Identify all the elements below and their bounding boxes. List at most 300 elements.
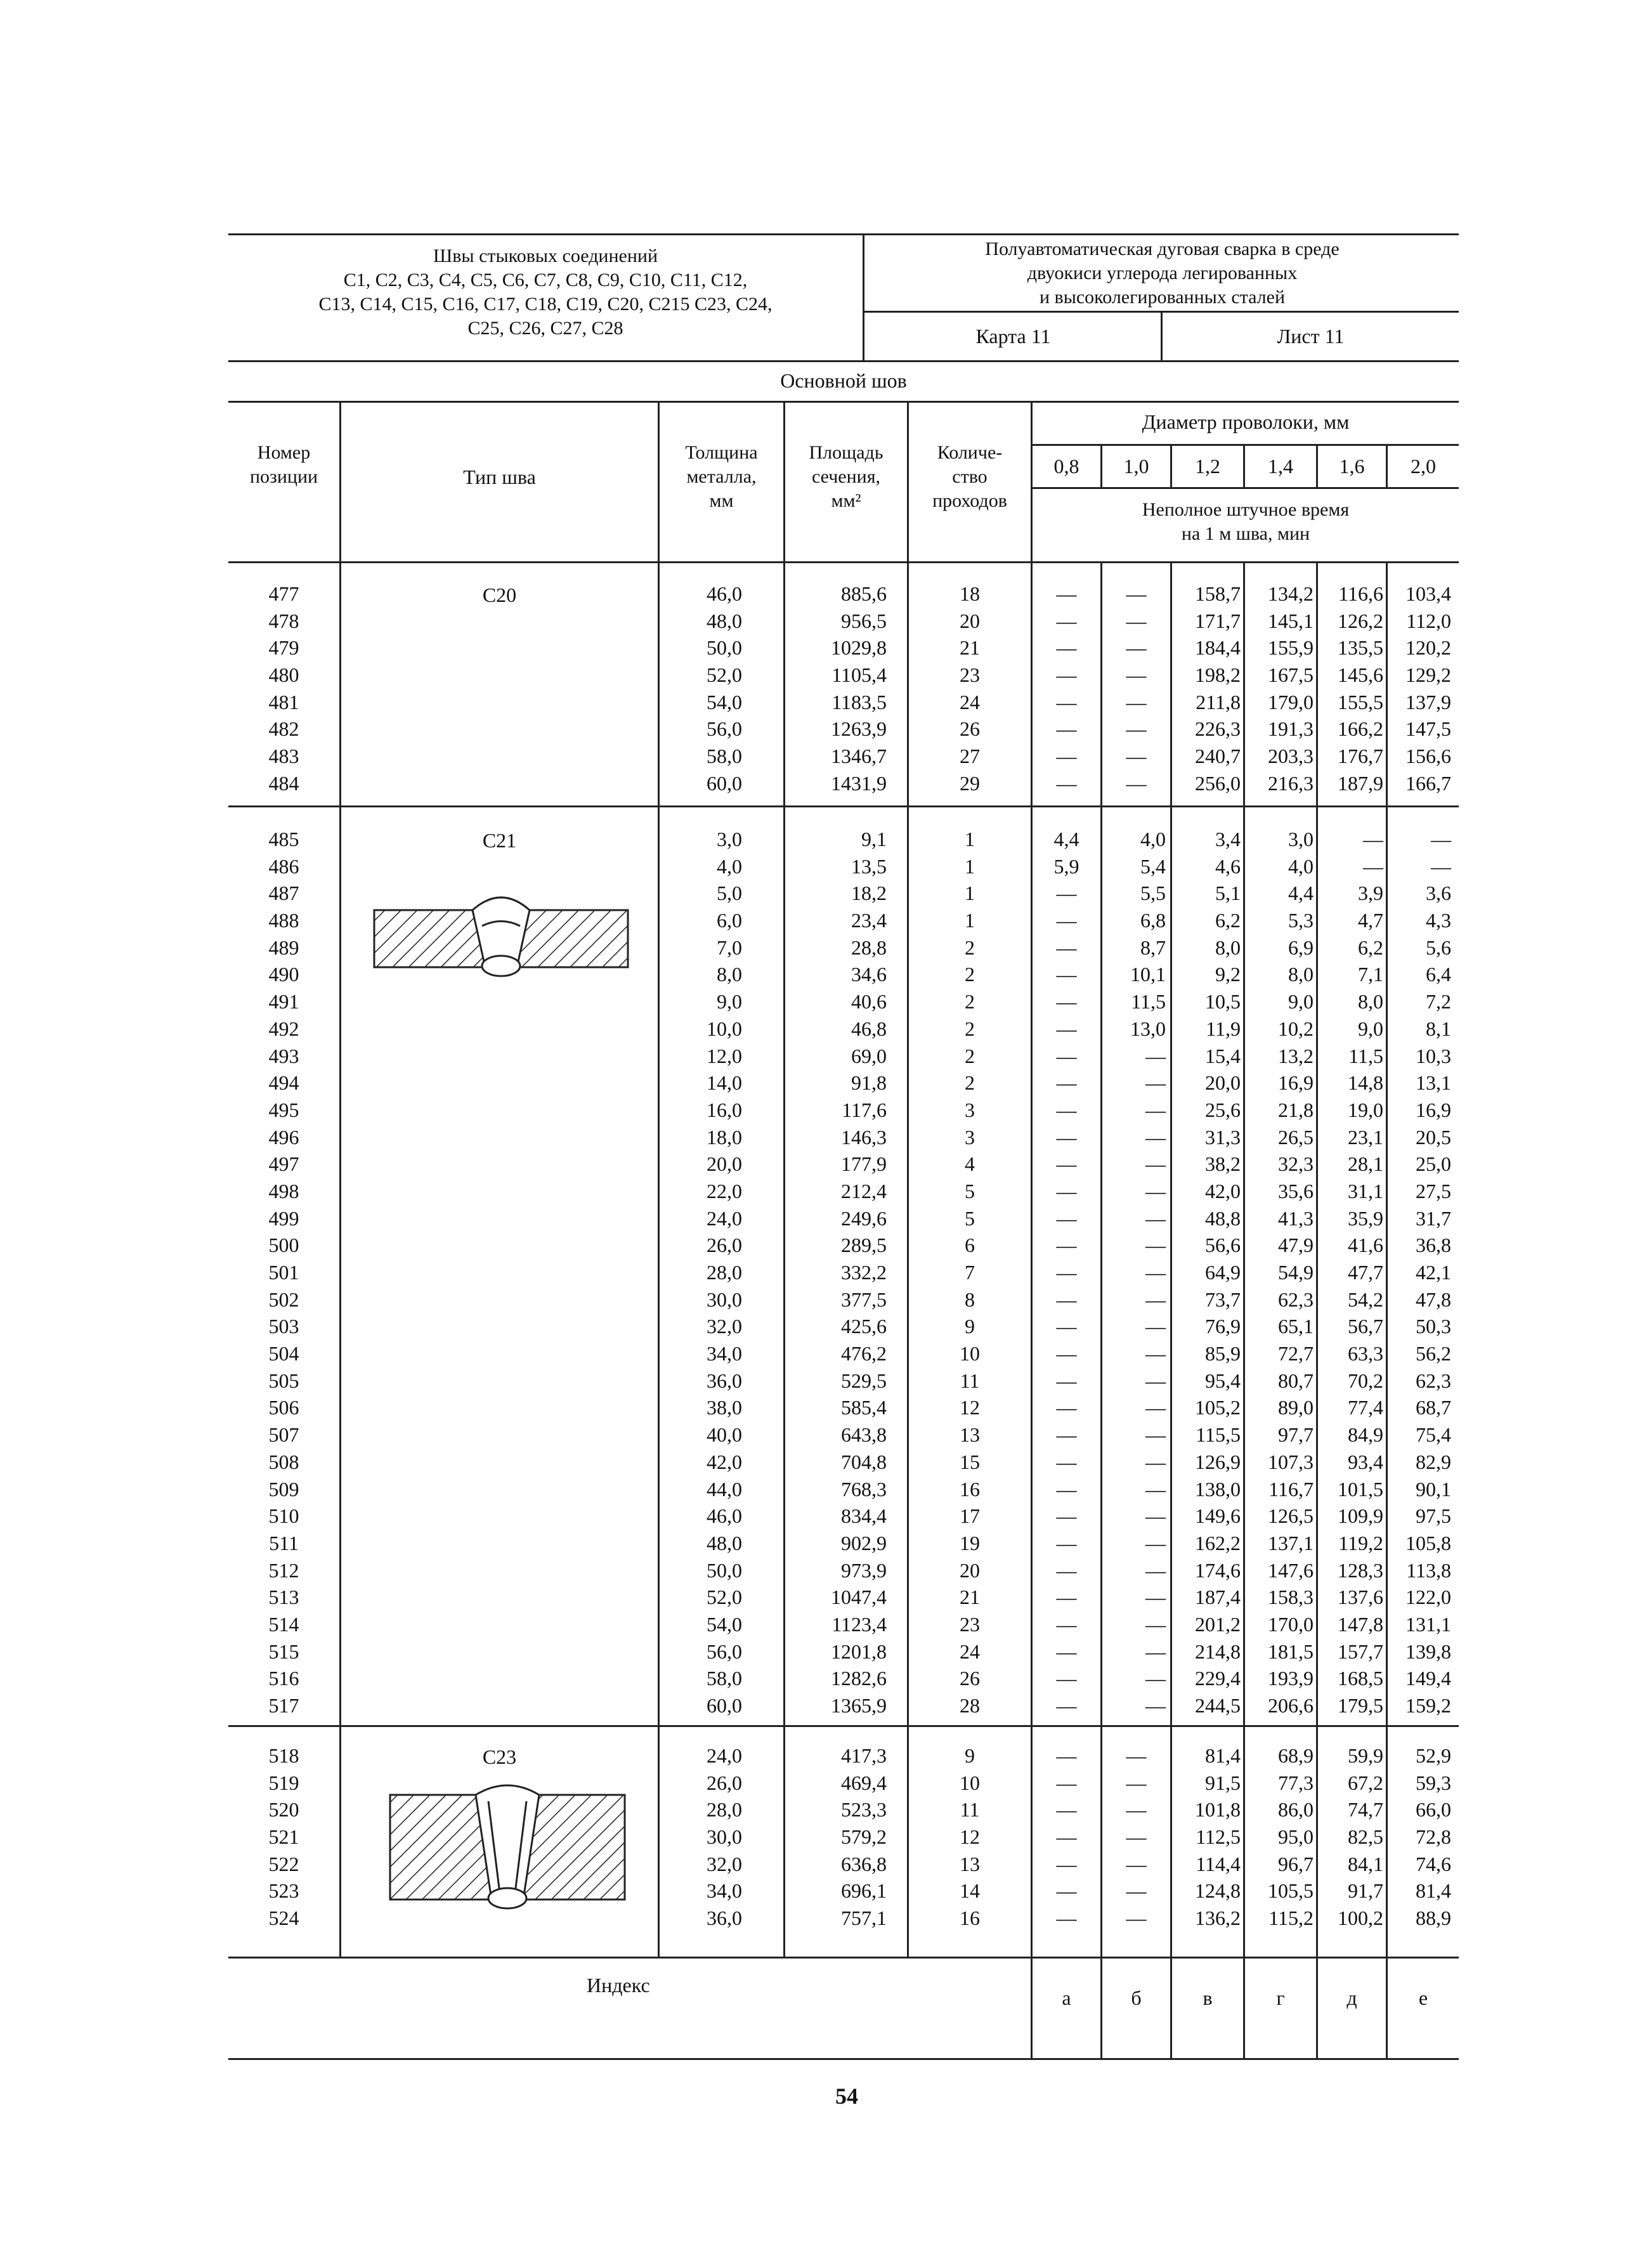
- c21-thickness-cell: 26,0: [707, 1234, 742, 1257]
- c21-positions-cell: 514: [268, 1612, 299, 1636]
- c23-d16-cell: 91,7: [1348, 1879, 1383, 1903]
- c20-d14-cell: 167,5: [1268, 663, 1314, 687]
- col-position-line2: позиции: [249, 466, 318, 487]
- c21-d08-cell: —: [1056, 1179, 1077, 1202]
- c20-d20-cell: 112,0: [1406, 609, 1451, 632]
- c21-d20-cell: 97,5: [1416, 1504, 1451, 1528]
- c21-passes-cell: 20: [960, 1558, 980, 1582]
- c21-area-cell: 332,2: [841, 1261, 887, 1284]
- c20-d10-cell: —: [1126, 582, 1147, 605]
- col-thickness-line1: Толщина: [685, 442, 758, 463]
- c21-d20-cell: 13,1: [1416, 1071, 1451, 1095]
- c20-d14-cell: 191,3: [1268, 717, 1314, 741]
- c21-thickness-cell: 16,0: [707, 1098, 742, 1121]
- c23-passes-cell: 16: [960, 1906, 980, 1930]
- c21-d16-cell: 119,2: [1338, 1531, 1383, 1554]
- c21-d14-cell: 54,9: [1278, 1261, 1314, 1284]
- c21-d08-cell: —: [1056, 1586, 1077, 1609]
- c23-d20-cell: 59,3: [1416, 1771, 1451, 1794]
- c23-d10-cell: —: [1126, 1798, 1147, 1822]
- c23-d16-cell: 82,5: [1348, 1825, 1383, 1849]
- c21-positions-cell: 492: [268, 1017, 299, 1040]
- c21-thickness-cell: 14,0: [707, 1071, 742, 1095]
- c23-area-cell: 579,2: [841, 1825, 887, 1849]
- c21-seam-diagram-icon: [371, 891, 631, 980]
- c21-d14-cell: 147,6: [1268, 1558, 1314, 1582]
- c21-d10-cell: —: [1145, 1558, 1166, 1582]
- c21-passes-cell: 5: [965, 1206, 975, 1230]
- c23-positions-cell: 521: [268, 1825, 299, 1849]
- c21-d10-cell: —: [1145, 1044, 1166, 1067]
- c20-d16-cell: 166,2: [1338, 717, 1383, 741]
- c20-passes-cell: 23: [960, 663, 980, 687]
- c21-area-cell: 902,9: [841, 1531, 887, 1554]
- c21-d08-cell: —: [1056, 1044, 1077, 1067]
- c21-thickness-cell: 40,0: [707, 1423, 742, 1447]
- c21-passes-cell: 10: [960, 1342, 980, 1365]
- c21-area-cell: 117,6: [842, 1098, 887, 1121]
- c20-d14-cell: 145,1: [1268, 609, 1314, 632]
- c21-d08-cell: —: [1056, 1315, 1077, 1338]
- c23-d12-cell: 136,2: [1195, 1906, 1241, 1930]
- c21-d16-cell: 19,0: [1348, 1098, 1383, 1121]
- c21-d16-cell: 63,3: [1348, 1342, 1383, 1365]
- c21-area-cell: 1047,4: [831, 1586, 887, 1609]
- c20-d12-cell: 240,7: [1195, 745, 1241, 768]
- c21-positions-cell: 513: [268, 1586, 299, 1609]
- c21-d20-cell: 56,2: [1416, 1342, 1451, 1365]
- c21-thickness-cell: 60,0: [707, 1694, 742, 1717]
- c21-positions-cell: 508: [268, 1450, 299, 1473]
- c20-area-cell: 1029,8: [831, 636, 887, 660]
- c20-d08-cell: —: [1056, 771, 1077, 795]
- c21-d08-cell: —: [1056, 1342, 1077, 1365]
- col-thickness-line3: мм: [709, 490, 734, 511]
- c21-area-cell: 704,8: [841, 1450, 887, 1473]
- index-b: б: [1131, 1986, 1142, 2009]
- c21-passes-cell: 8: [965, 1287, 975, 1311]
- c21-thickness-cell: 18,0: [707, 1125, 742, 1149]
- c20-d16-cell: 187,9: [1338, 771, 1383, 795]
- c21-d12-cell: 149,6: [1195, 1504, 1241, 1528]
- c21-d14-cell: 3,0: [1288, 828, 1314, 850]
- c20-positions-cell: 479: [268, 636, 299, 660]
- c20-d20-cell: 137,9: [1405, 690, 1451, 714]
- c21-passes-cell: 1: [965, 909, 975, 932]
- c21-d12-cell: 3,4: [1215, 828, 1241, 850]
- c20-d12: [1172, 580, 1241, 797]
- c21-passes-cell: 3: [965, 1125, 975, 1149]
- c21-positions-cell: 507: [268, 1423, 299, 1447]
- c21-d20-cell: 113,8: [1406, 1558, 1451, 1582]
- c21-d20-cell: 149,4: [1405, 1667, 1451, 1690]
- c21-d10-cell: —: [1145, 1531, 1166, 1554]
- c21-d10-cell: —: [1145, 1667, 1166, 1690]
- col-time-line1: Неполное штучное время: [1142, 499, 1350, 520]
- c21-d10-cell: —: [1145, 1206, 1166, 1230]
- c21-d08-cell: —: [1056, 1071, 1077, 1095]
- c21-d14-cell: 16,9: [1278, 1071, 1314, 1095]
- c20-positions-cell: 481: [268, 690, 299, 714]
- c20-passes-cell: 29: [960, 771, 980, 795]
- c21-d12-cell: 244,5: [1195, 1694, 1241, 1717]
- col-thickness-line2: металла,: [686, 466, 757, 487]
- c21-area-cell: 40,6: [851, 990, 887, 1013]
- c21-positions-cell: 511: [269, 1531, 299, 1554]
- c21-positions-cell: 512: [268, 1558, 299, 1582]
- c21-thickness-cell: 28,0: [707, 1261, 742, 1284]
- c21-d20-cell: 50,3: [1416, 1315, 1451, 1338]
- c23-passes-cell: 14: [960, 1879, 980, 1903]
- c21-d10-cell: —: [1145, 1234, 1166, 1257]
- c23-positions-cell: 522: [268, 1852, 299, 1875]
- c21-d14-cell: 62,3: [1278, 1287, 1314, 1311]
- c23-d12-cell: 112,5: [1196, 1825, 1241, 1849]
- c20-thickness-cell: 58,0: [707, 745, 742, 768]
- c20-d12-cell: 171,7: [1195, 609, 1241, 632]
- c21-d10-cell: —: [1145, 1125, 1166, 1149]
- c20-d12-cell: 184,4: [1195, 636, 1241, 660]
- c21-area-cell: 973,9: [841, 1558, 887, 1582]
- c21-d14-cell: 6,9: [1288, 935, 1314, 959]
- c21-area-cell: 249,6: [841, 1206, 887, 1230]
- c23-d14-cell: 68,9: [1278, 1744, 1314, 1767]
- c21-passes-cell: 2: [965, 990, 975, 1013]
- c21-area-cell: 9,1: [861, 828, 887, 850]
- c21-thickness-cell: 8,0: [717, 963, 742, 986]
- c21-d14-cell: 116,7: [1268, 1477, 1314, 1501]
- c21-d12-cell: 73,7: [1205, 1287, 1241, 1311]
- c20-d14-cell: 179,0: [1268, 690, 1314, 714]
- c21-d14-cell: 21,8: [1278, 1098, 1314, 1121]
- c21-passes-cell: 28: [960, 1694, 980, 1717]
- c23-d12-cell: 101,8: [1195, 1798, 1241, 1822]
- c20-d20-cell: 156,6: [1405, 745, 1451, 768]
- c21-positions: [228, 826, 339, 1719]
- c21-thickness-cell: 12,0: [707, 1044, 742, 1067]
- c21-d12-cell: 48,8: [1205, 1206, 1241, 1230]
- c21-d16-cell: 77,4: [1348, 1396, 1383, 1419]
- c21-d12-cell: 38,2: [1205, 1152, 1241, 1176]
- c20-thickness-cell: 52,0: [707, 663, 742, 687]
- c21-d14-cell: 8,0: [1288, 963, 1314, 986]
- c21-passes-cell: 16: [960, 1477, 980, 1501]
- c20-thickness-cell: 46,0: [707, 582, 742, 605]
- c21-passes: [909, 826, 1031, 1719]
- c21-d16-cell: 3,9: [1358, 882, 1383, 905]
- c21-d10-cell: —: [1145, 1179, 1166, 1202]
- c20-area-cell: 1431,9: [831, 771, 887, 795]
- c21-positions-cell: 491: [268, 990, 299, 1013]
- c23-thickness-cell: 32,0: [707, 1852, 742, 1875]
- c21-thickness-cell: 30,0: [707, 1287, 742, 1311]
- c21-d14-cell: 158,3: [1268, 1586, 1314, 1609]
- c21-d20-cell: 47,8: [1416, 1287, 1451, 1311]
- c23-positions-cell: 519: [268, 1771, 299, 1794]
- c21-d16-cell: 8,0: [1358, 990, 1383, 1013]
- c20-d14-cell: 155,9: [1268, 636, 1314, 660]
- c23-d10-cell: —: [1126, 1744, 1147, 1767]
- index-label: Индекс: [587, 1974, 650, 1997]
- c23-d20-cell: 52,9: [1416, 1744, 1451, 1767]
- c21-d08-cell: —: [1056, 1423, 1077, 1447]
- c21-passes-cell: 15: [960, 1450, 980, 1473]
- c21-d20-cell: 90,1: [1416, 1477, 1451, 1501]
- c21-d10-cell: —: [1145, 1450, 1166, 1473]
- c20-area-cell: 885,6: [841, 582, 887, 605]
- c21-d16: [1318, 826, 1383, 1719]
- c20-d16-cell: 155,5: [1338, 690, 1383, 714]
- c21-d10-cell: —: [1145, 1586, 1166, 1609]
- c21-positions-cell: 493: [268, 1044, 299, 1067]
- c20-d12-cell: 256,0: [1195, 771, 1241, 795]
- c23-thickness: [660, 1742, 742, 1932]
- c21-d16-cell: 70,2: [1348, 1369, 1383, 1392]
- c21-d16-cell: 168,5: [1338, 1667, 1383, 1690]
- c21-d08-cell: —: [1056, 935, 1077, 959]
- c20-area-cell: 1263,9: [831, 717, 887, 741]
- c21-passes-cell: 11: [960, 1369, 980, 1392]
- c21-d12-cell: 201,2: [1195, 1612, 1241, 1636]
- c21-area-cell: 1201,8: [831, 1639, 887, 1663]
- c21-d20-cell: 6,4: [1426, 963, 1451, 986]
- c21-area-cell: 834,4: [841, 1504, 887, 1528]
- c21-thickness-cell: 52,0: [707, 1586, 742, 1609]
- c21-d12-cell: 10,5: [1205, 990, 1241, 1013]
- c21-d12-cell: 56,6: [1205, 1234, 1241, 1257]
- c23-d08-cell: —: [1056, 1852, 1077, 1875]
- c21-area-cell: 18,2: [851, 882, 887, 905]
- c20-area: [785, 580, 887, 797]
- c21-thickness-cell: 22,0: [707, 1179, 742, 1202]
- c21-positions-cell: 501: [268, 1261, 299, 1284]
- c21-thickness-cell: 56,0: [707, 1639, 742, 1663]
- index-v: в: [1203, 1986, 1213, 2009]
- c21-thickness-cell: 34,0: [707, 1342, 742, 1365]
- c21-passes-cell: 26: [960, 1667, 980, 1690]
- c20-passes-cell: 18: [960, 582, 980, 605]
- c21-area-cell: 529,5: [841, 1369, 887, 1392]
- c21-d08-cell: —: [1056, 1450, 1077, 1473]
- c21-passes-cell: 4: [965, 1152, 975, 1176]
- c21-d20-cell: 31,7: [1416, 1206, 1451, 1230]
- c21-d14-cell: 97,7: [1278, 1423, 1314, 1447]
- c21-d14-cell: 41,3: [1278, 1206, 1314, 1230]
- c20-thickness-cell: 56,0: [707, 717, 742, 741]
- c20-d20-cell: 129,2: [1405, 663, 1451, 687]
- c21-d08-cell: —: [1056, 990, 1077, 1013]
- c23-d16-cell: 84,1: [1348, 1852, 1383, 1875]
- c21-d10-cell: —: [1145, 1098, 1166, 1121]
- c21-thickness-cell: 5,0: [717, 882, 742, 905]
- c20-d10-cell: —: [1126, 636, 1147, 660]
- c21-d12-cell: 31,3: [1205, 1125, 1241, 1149]
- header-right-line3: и высоколегированных сталей: [1039, 287, 1286, 308]
- c21-d20-cell: 20,5: [1416, 1125, 1451, 1149]
- c21-positions-cell: 509: [268, 1477, 299, 1501]
- c21-d10-cell: —: [1145, 1504, 1166, 1528]
- c21-d10-cell: 5,5: [1140, 882, 1166, 905]
- c21-d20-cell: 68,7: [1416, 1396, 1451, 1419]
- c23-passes-cell: 9: [965, 1744, 975, 1767]
- c21-d16-cell: 23,1: [1348, 1125, 1383, 1149]
- c20-positions-cell: 483: [268, 745, 299, 768]
- c21-d12-cell: 6,2: [1215, 909, 1241, 932]
- c21-d16-cell: 93,4: [1348, 1450, 1383, 1473]
- c21-d10-cell: —: [1145, 1071, 1166, 1095]
- c23-d12-cell: 124,8: [1195, 1879, 1241, 1903]
- c20-d08-cell: —: [1056, 663, 1077, 687]
- c23-passes-cell: 10: [960, 1771, 980, 1794]
- c23-d08-cell: —: [1056, 1906, 1077, 1930]
- c23-d10-cell: —: [1126, 1771, 1147, 1794]
- c21-d20: [1388, 826, 1451, 1719]
- c21-thickness-cell: 42,0: [707, 1450, 742, 1473]
- c21-passes-cell: 17: [960, 1504, 980, 1528]
- c21-positions-cell: 516: [268, 1667, 299, 1690]
- c21-passes-cell: 9: [965, 1315, 975, 1338]
- card-number: Карта 11: [975, 325, 1051, 348]
- c21-area-cell: 476,2: [841, 1342, 887, 1365]
- c21-d08-cell: —: [1056, 1667, 1077, 1690]
- c20-thickness: [660, 580, 742, 797]
- c21-positions-cell: 510: [268, 1504, 299, 1528]
- header-right-line2: двуокиси углерода легированных: [1027, 263, 1298, 284]
- c23-d20-cell: 72,8: [1416, 1825, 1451, 1849]
- c21-d14-cell: 26,5: [1278, 1125, 1314, 1149]
- c21-d20-cell: 62,3: [1416, 1369, 1451, 1392]
- c21-d12-cell: 95,4: [1205, 1369, 1241, 1392]
- c21-d16-cell: 7,1: [1358, 963, 1383, 986]
- col-passes-line2: ство: [952, 466, 988, 487]
- c21-thickness-cell: 20,0: [707, 1152, 742, 1176]
- c21-d10: [1102, 826, 1166, 1719]
- c21-positions-cell: 517: [268, 1694, 299, 1717]
- c21-d10-cell: 10,1: [1130, 963, 1166, 986]
- c21-d08-cell: —: [1056, 1612, 1077, 1636]
- c21-d14-cell: 4,0: [1288, 854, 1314, 878]
- c23-d12: [1172, 1742, 1241, 1932]
- c21-d10-cell: 6,8: [1140, 909, 1166, 932]
- c20-d16-cell: 116,6: [1338, 582, 1383, 605]
- c21-thickness-cell: 3,0: [717, 828, 742, 850]
- c21-d12-cell: 15,4: [1205, 1044, 1241, 1067]
- c21-positions-cell: 485: [268, 828, 299, 850]
- c21-d10-cell: —: [1145, 1287, 1166, 1311]
- c21-d10-cell: —: [1145, 1315, 1166, 1338]
- c20-positions-cell: 478: [268, 609, 299, 632]
- c21-d08-cell: —: [1056, 1152, 1077, 1176]
- col-area-line1: Площадь: [809, 442, 883, 463]
- c23-area: [785, 1742, 887, 1932]
- c23-d12-cell: 91,5: [1205, 1771, 1241, 1794]
- c21-d14-cell: 206,6: [1268, 1694, 1314, 1717]
- c21-area-cell: 1365,9: [831, 1694, 887, 1717]
- c21-thickness-cell: 38,0: [707, 1396, 742, 1419]
- c21-d08-cell: —: [1056, 882, 1077, 905]
- diam-1-4: 1,4: [1268, 455, 1293, 478]
- c20-d08-cell: —: [1056, 690, 1077, 714]
- c21-d10-cell: 8,7: [1140, 935, 1166, 959]
- c21-d10-cell: —: [1145, 1639, 1166, 1663]
- c21-positions-cell: 495: [268, 1098, 299, 1121]
- c21-thickness-cell: 50,0: [707, 1558, 742, 1582]
- c21-positions-cell: 494: [268, 1071, 299, 1095]
- col-time-line2: на 1 м шва, мин: [1181, 523, 1310, 544]
- c21-d12-cell: 229,4: [1195, 1667, 1241, 1690]
- c20-positions: [228, 580, 339, 797]
- c21-positions-cell: 490: [268, 963, 299, 986]
- c21-d12-cell: 85,9: [1205, 1342, 1241, 1365]
- c20-d10-cell: —: [1126, 717, 1147, 741]
- c21-d08-cell: —: [1056, 1504, 1077, 1528]
- c23-passes: [909, 1742, 1031, 1932]
- c21-d12-cell: 162,2: [1195, 1531, 1241, 1554]
- c20-d10-cell: —: [1126, 609, 1147, 632]
- c21-d20-cell: 4,3: [1426, 909, 1451, 932]
- c21-d12-cell: 4,6: [1215, 854, 1241, 878]
- c21-d10-cell: —: [1145, 1342, 1166, 1365]
- c21-d10-cell: —: [1145, 1396, 1166, 1419]
- c20-positions-cell: 482: [268, 717, 299, 741]
- c21-positions-cell: 505: [268, 1369, 299, 1392]
- c21-d16-cell: —: [1363, 828, 1383, 850]
- c21-d20-cell: 139,8: [1405, 1639, 1451, 1663]
- c21-passes-cell: 3: [965, 1098, 975, 1121]
- c23-area-cell: 417,3: [841, 1744, 887, 1767]
- c20-passes-cell: 24: [960, 690, 980, 714]
- c21-d16-cell: 47,7: [1348, 1261, 1383, 1284]
- c21-d12-cell: 187,4: [1195, 1586, 1241, 1609]
- c21-d08: [1033, 826, 1100, 1719]
- c21-d20-cell: —: [1431, 854, 1451, 878]
- c21-positions-cell: 500: [268, 1234, 299, 1257]
- c20-d12-cell: 158,7: [1195, 582, 1241, 605]
- c20-d12-cell: 198,2: [1195, 663, 1241, 687]
- c21-area-cell: 13,5: [851, 854, 887, 878]
- c21-d20-cell: 36,8: [1416, 1234, 1451, 1257]
- c21-d16-cell: 31,1: [1348, 1179, 1383, 1202]
- c23-area-cell: 636,8: [841, 1852, 887, 1875]
- index-d: д: [1346, 1986, 1357, 2009]
- c21-d14-cell: 107,3: [1268, 1450, 1314, 1473]
- c21-d08-cell: —: [1056, 1206, 1077, 1230]
- diam-1-2: 1,2: [1195, 455, 1220, 478]
- diam-0-8: 0,8: [1053, 455, 1079, 478]
- c21-positions-cell: 506: [268, 1396, 299, 1419]
- c21-d10-cell: —: [1145, 1423, 1166, 1447]
- sheet-number: Лист 11: [1277, 325, 1345, 348]
- c20-area-cell: 1183,5: [831, 690, 887, 714]
- c23-positions-cell: 523: [268, 1879, 299, 1903]
- c23-thickness-cell: 28,0: [707, 1798, 742, 1822]
- c20-d10-cell: —: [1126, 690, 1147, 714]
- c21-passes-cell: 7: [965, 1261, 975, 1284]
- c21-d08-cell: —: [1056, 1261, 1077, 1284]
- c21-d08-cell: —: [1056, 1125, 1077, 1149]
- c23-area-cell: 469,4: [841, 1771, 887, 1794]
- c21-thickness: [660, 826, 742, 1719]
- c21-d16-cell: —: [1363, 854, 1383, 878]
- c20-d14-cell: 216,3: [1268, 771, 1314, 795]
- header-right-line1: Полуавтоматическая дуговая сварка в среде: [985, 238, 1340, 259]
- c23-d10-cell: —: [1126, 1825, 1147, 1849]
- c21-d12-cell: 174,6: [1195, 1558, 1241, 1582]
- c23-d10-cell: —: [1126, 1906, 1147, 1930]
- c23-d12-cell: 114,4: [1196, 1852, 1241, 1875]
- c23-passes-cell: 11: [960, 1798, 980, 1822]
- c23-positions-cell: 524: [268, 1906, 299, 1930]
